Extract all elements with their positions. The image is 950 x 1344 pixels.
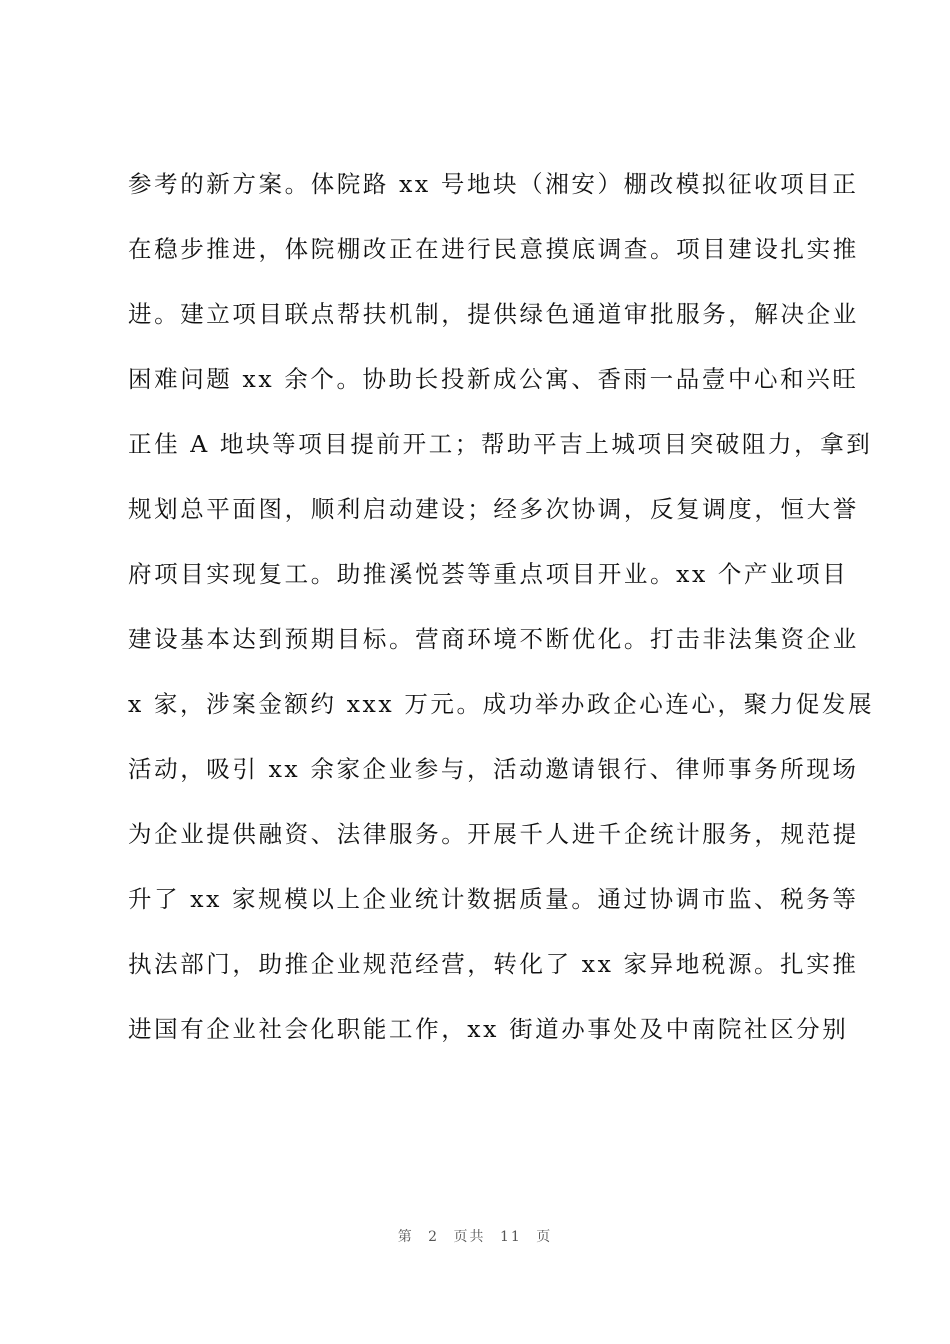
text-line-8: 建设基本达到预期目标。营商环境不断优化。打击非法集资企业 bbox=[128, 625, 859, 653]
text-line-13: 执法部门，助推企业规范经营，转化了 xx 家异地税源。扎实推 bbox=[128, 950, 859, 978]
text-line-10: 活动，吸引 xx 余家企业参与，活动邀请银行、律师事务所现场 bbox=[128, 755, 859, 783]
footer-current-page: 2 bbox=[428, 1229, 440, 1245]
text-line-1: 参考的新方案。体院路 xx 号地块（湘安）棚改模拟征收项目正 bbox=[128, 170, 859, 198]
text-line-3: 进。建立项目联点帮扶机制，提供绿色通道审批服务，解决企业 bbox=[128, 300, 859, 328]
text-line-6: 规划总平面图，顺利启动建设；经多次协调，反复调度，恒大誉 bbox=[128, 495, 859, 523]
text-line-7: 府项目实现复工。助推溪悦荟等重点项目开业。xx 个产业项目 bbox=[128, 560, 849, 588]
text-line-11: 为企业提供融资、法律服务。开展千人进千企统计服务，规范提 bbox=[128, 820, 859, 848]
text-line-9: x 家，涉案金额约 xxx 万元。成功举办政企心连心，聚力促发展 bbox=[128, 690, 875, 718]
page-footer bbox=[0, 1226, 950, 1246]
text-line-5: 正佳 A 地块等项目提前开工；帮助平吉上城项目突破阻力，拿到 bbox=[128, 430, 873, 458]
footer-suffix: 页 bbox=[536, 1229, 553, 1245]
text-line-4: 困难问题 xx 余个。协助长投新成公寓、香雨一品壹中心和兴旺 bbox=[128, 365, 859, 393]
footer-total-pages: 11 bbox=[500, 1229, 522, 1245]
footer-prefix: 第 bbox=[397, 1229, 414, 1245]
body-text bbox=[128, 152, 875, 1062]
text-line-14: 进国有企业社会化职能工作，xx 街道办事处及中南院社区分别 bbox=[128, 1015, 849, 1043]
text-line-2: 在稳步推进，体院棚改正在进行民意摸底调查。项目建设扎实推 bbox=[128, 235, 859, 263]
footer-middle: 页共 bbox=[453, 1229, 486, 1245]
text-line-12: 升了 xx 家规模以上企业统计数据质量。通过协调市监、税务等 bbox=[128, 885, 859, 913]
